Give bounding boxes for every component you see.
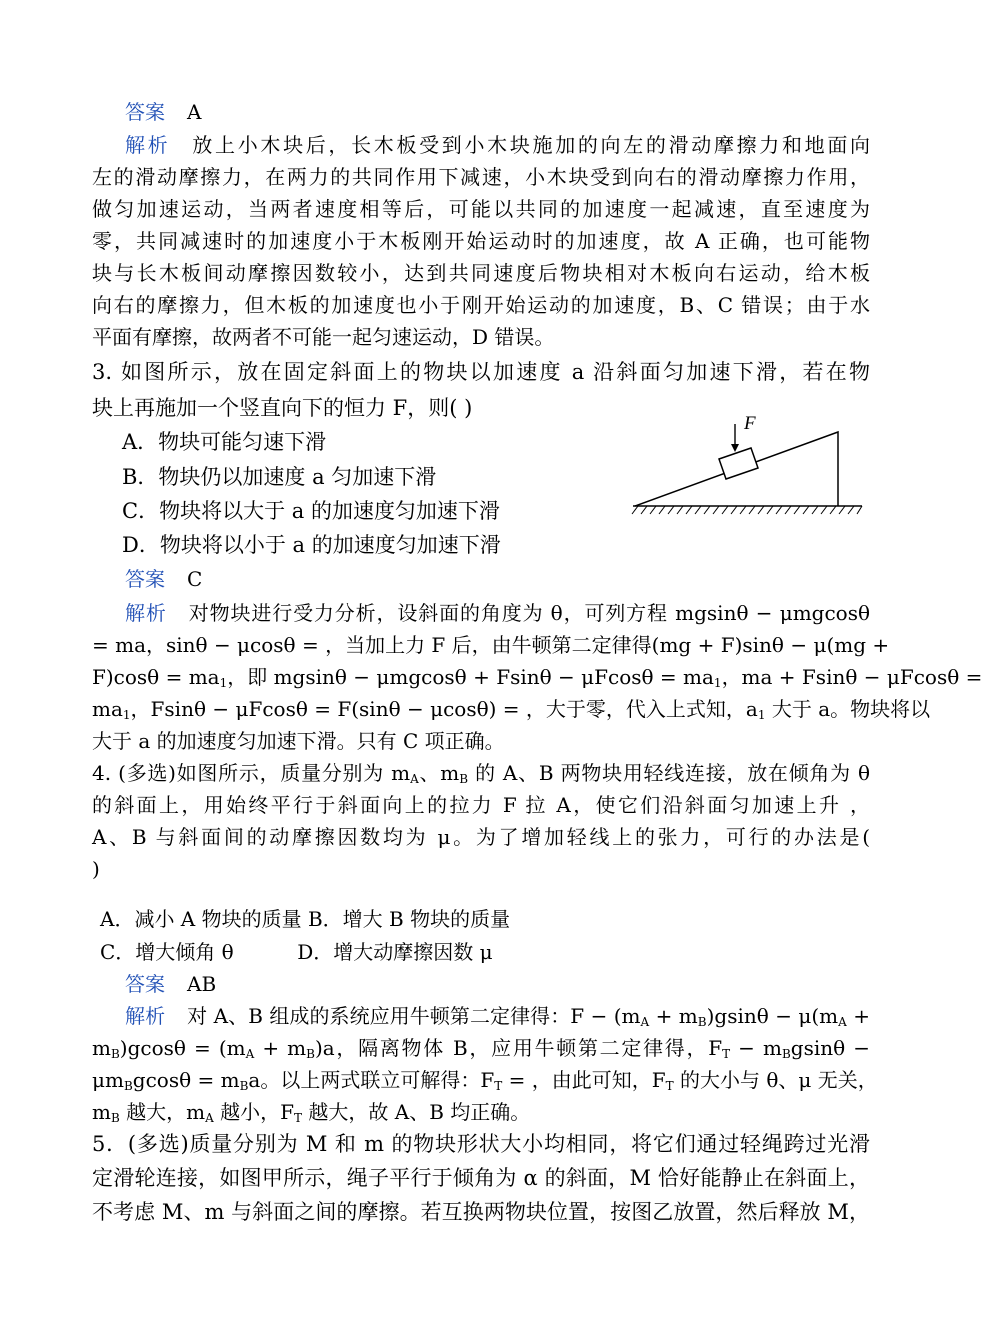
- q5-stem-line: 定滑轮连接，如图甲所示，绳子平行于倾角为 α 的斜面，M 恰好能静止在斜面上，: [92, 1166, 870, 1190]
- q5-stem-line: 不考虑 M、m 与斜面之间的摩擦。若互换两物块位置，按图乙放置，然后释放 M，: [92, 1200, 870, 1224]
- q2-analysis-line: 零，共同减速时的加速度小于木板刚开始运动时的加速度，故 A 正确，也可能物: [92, 229, 870, 253]
- q4-analysis-line: $\mu m_Bgcos\theta = m_Ba$。以上两式联立可解得：$F_T$ = ，由此可知，$F_T$ 的大小与 θ、μ 无关，: [92, 1068, 878, 1093]
- q3-option-d: D．物块将以小于 a 的加速度匀加速下滑: [122, 533, 501, 557]
- answer-value: A: [187, 100, 202, 124]
- q4-options-row: A．减小 A 物块的质量 B．增大 B 物块的质量: [100, 907, 511, 931]
- analysis-tag: 解析: [125, 601, 167, 625]
- q5-stem-line: 5．(多选)质量分别为 M 和 m 的物块形状大小均相同，将它们通过轻绳跨过光滑: [92, 1132, 870, 1156]
- analysis-tag: 解析: [125, 133, 171, 157]
- answer-tag: 答案: [125, 100, 165, 124]
- q2-analysis-line: 平面有摩擦，故两者不可能一起匀速运动，D 错误。: [92, 325, 555, 349]
- q2-analysis-line: 块与长木板间动摩擦因数较小，达到共同速度后物块相对木板向右运动，给木板: [92, 261, 870, 285]
- analysis-tag: 解析: [125, 1004, 166, 1028]
- q3-stem-line: 3. 如图所示，放在固定斜面上的物块以加速度 a 沿斜面匀加速下滑，若在物: [92, 360, 870, 384]
- q3-option-c: C．物块将以大于 a 的加速度匀加速下滑: [122, 499, 500, 523]
- q3-answer-line: [125, 562, 870, 596]
- q2-analysis-line: 解析 放上小木块后，长木板受到小木块施加的向左的滑动摩擦力和地面向: [125, 133, 871, 157]
- force-arrow-head: [731, 444, 739, 452]
- q2-analysis-line: 向右的摩擦力，但木板的加速度也小于刚开始运动的加速度，B、C 错误；由于水: [92, 293, 870, 317]
- q4-stem-line: A、B 与斜面间的动摩擦因数均为 μ。为了增加轻线上的张力，可行的办法是(: [92, 825, 870, 849]
- ground-hatch: [632, 506, 862, 514]
- q2-answer-line: [125, 95, 870, 129]
- answer-tag: 答案: [125, 567, 165, 591]
- q3-analysis-line: $ma_1$，Fsinθ − μFcosθ = F(sinθ − μcosθ) = ，大于零，代入上式知，$a_1$ 大于 a。物块将以: [92, 697, 931, 722]
- q3-analysis-line: $F)\cos\theta = ma_1$，即 $mgsin\theta - \mu mgcos\theta + Fsin\theta - \mu Fcos\theta = ma_1$，ma + Fsinθ − μFcosθ =: [92, 665, 982, 690]
- q4-stem-line: ): [92, 857, 100, 881]
- answer-value: AB: [187, 972, 217, 996]
- q4-stem-line: 4. (多选)如图所示，质量分别为 $m_A$、$m_B$ 的 A、B 两物块用轻线连接，放在倾角为 θ: [92, 761, 870, 786]
- q3-analysis-line: = ma，sinθ − μcosθ = ，当加上力 F 后，由牛顿第二定律得(mg + F)sinθ − μ(mg +: [92, 633, 890, 657]
- q4-stem-line: 的斜面上，用始终平行于斜面向上的拉力 F 拉 A，使它们沿斜面匀加速上升 ，: [92, 793, 870, 817]
- incline-block-figure: [630, 410, 865, 525]
- q4-analysis-line: $m_B)gcos\theta = (m_A + m_B)a$，隔离物体 B，应用牛顿第二定律得，$F_T - m_Bgsin\theta$ −: [92, 1036, 870, 1061]
- block: [719, 448, 758, 479]
- answer-tag: 答案: [125, 972, 165, 996]
- force-label: F: [744, 413, 756, 434]
- q2-analysis-line: 做匀加速运动，当两者速度相等后，可能以共同的加速度一起减速，直至速度为: [92, 197, 870, 221]
- q3-analysis-line: 大于 a 的加速度匀加速下滑。只有 C 项正确。: [92, 729, 505, 753]
- q2-analysis-line: 左的滑动摩擦力，在两力的共同作用下减速，小木块受到向右的滑动摩擦力作用，: [92, 165, 870, 189]
- q4-analysis-line: 解析 对 A、B 组成的系统应用牛顿第二定律得：$F - (m_A + m_B)gsin\theta - \mu(m_A$ +: [125, 1004, 871, 1029]
- q4-options-row: C．增大倾角 θ D．增大动摩擦因数 μ: [100, 940, 493, 964]
- q3-analysis-line: 解析 对物块进行受力分析，设斜面的角度为 θ，可列方程 mgsinθ − μmgcosθ: [125, 601, 871, 625]
- q4-analysis-line: $m_B$ 越大，$m_A$ 越小，$F_T$ 越大，故 A、B 均正确。: [92, 1100, 531, 1125]
- q4-answer-line: [125, 967, 870, 1001]
- answer-value: C: [187, 567, 203, 591]
- q3-option-a: A．物块可能匀速下滑: [122, 430, 327, 454]
- q3-stem-line: 块上再施加一个竖直向下的恒力 F，则( ): [92, 396, 473, 420]
- q3-option-b: B．物块仍以加速度 a 匀加速下滑: [122, 465, 437, 489]
